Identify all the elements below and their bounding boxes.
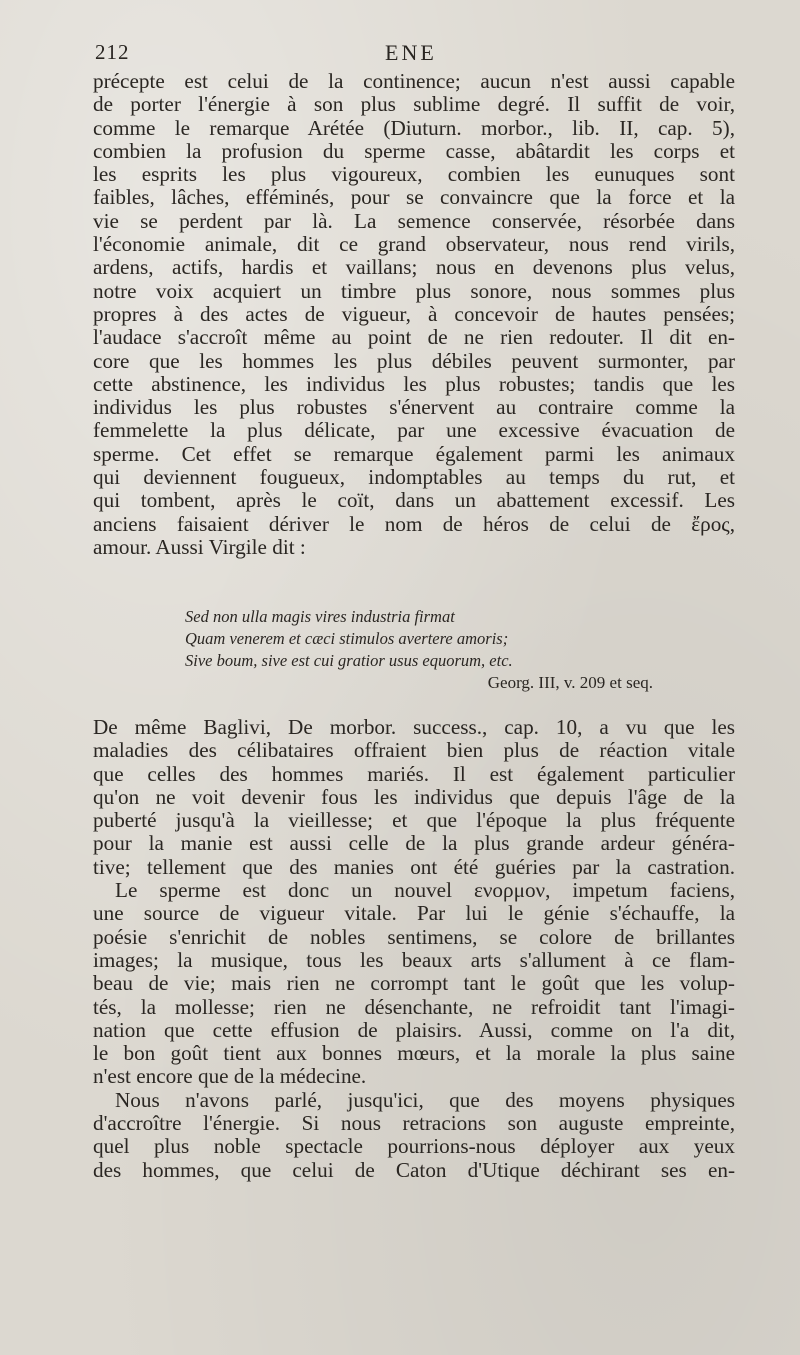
text-line: tive; tellement que des manies ont été guéries par la castration.: [93, 854, 735, 879]
text-line: des hommes, que celui de Caton d'Utique déchirant ses en-: [93, 1157, 735, 1182]
text-line: De même Baglivi, De morbor. success., cap. 10, a vu que les: [93, 715, 735, 739]
quote-reference: Georg. III, v. 209 et seq.: [487, 673, 653, 692]
text-line: vie se perdent par là. La semence conservée, résorbée dans: [93, 208, 735, 233]
text-line: quel plus noble spectacle pourrions-nous déployer aux yeux: [93, 1134, 735, 1159]
text-line: faibles, lâches, efféminés, pour se convaincre que la force et la: [93, 185, 735, 210]
text-line: qui tombent, après le coït, dans un abattement excessif. Les: [93, 488, 735, 513]
quote-line: Quam venerem et cæci stimulos avertere amoris;: [185, 629, 509, 648]
text-line: cette abstinence, les individus les plus robustes; tandis que les: [93, 371, 735, 396]
text-line: qui deviennent fougueux, indomptables au temps du rut, et: [93, 465, 735, 490]
text-line: images; la musique, tous les beaux arts s'allument à ce flam-: [93, 947, 735, 972]
text-line: que celles des hommes mariés. Il est également particulier: [93, 761, 735, 786]
text-line: amour. Aussi Virgile dit :: [93, 534, 306, 559]
text-line: précepte est celui de la continence; aucun n'est aussi capable: [93, 69, 735, 93]
text-line: les esprits les plus vigoureux, combien les eunuques sont: [93, 162, 735, 187]
text-line: l'audace s'accroît même au point de ne rien redouter. Il dit en-: [93, 325, 735, 350]
paragraph-1: [93, 70, 735, 559]
paragraph-3: [93, 879, 735, 1089]
paragraph-4: [93, 1089, 735, 1182]
text-line: une source de vigueur vitale. Par lui le génie s'échauffe, la: [93, 901, 735, 926]
text-line: poésie s'enrichit de nobles sentimens, se colore de brillantes: [93, 924, 735, 949]
text-line: maladies des célibataires offraient bien plus de réaction vitale: [93, 738, 735, 763]
page-number: 212: [95, 40, 130, 64]
text-line: tés, la mollesse; rien ne désenchante, ne refroidit tant l'imagi-: [93, 994, 735, 1019]
text-line: qu'on ne voit devenir fous les individus que depuis l'âge de la: [93, 784, 735, 809]
text-line: sperme. Cet effet se remarque également parmi les animaux: [93, 441, 735, 466]
text-line: core que les hommes les plus débiles peuvent surmonter, par: [93, 348, 735, 373]
text-line: d'accroître l'énergie. Si nous retracions son auguste empreinte,: [93, 1111, 735, 1136]
paragraph-2: [93, 716, 735, 879]
main-text-continued: [93, 716, 735, 1182]
text-line: de porter l'énergie à son plus sublime degré. Il suffit de voir,: [93, 92, 735, 117]
text-line: l'économie animale, dit ce grand observateur, nous rend virils,: [93, 232, 735, 257]
text-line: nation que cette effusion de plaisirs. Aussi, comme on l'a dit,: [93, 1017, 735, 1042]
page-header: [95, 40, 745, 70]
text-line: individus les plus robustes s'énervent au contraire comme la: [93, 395, 735, 420]
latin-quotation: [185, 606, 655, 694]
text-line: propres à des actes de vigueur, à concevoir de hautes pensées;: [93, 301, 735, 326]
text-line: Nous n'avons parlé, jusqu'ici, que des moyens physiques: [115, 1087, 735, 1112]
text-line: notre voix acquiert un timbre plus sonore, nous sommes plus: [93, 278, 735, 303]
text-line: Le sperme est donc un nouvel ενορμον, impetum faciens,: [115, 878, 735, 903]
text-line: femmelette la plus délicate, par une excessive évacuation de: [93, 418, 735, 443]
text-line: ardens, actifs, hardis et vaillans; nous en devenons plus velus,: [93, 255, 735, 280]
text-line: comme le remarque Arétée (Diuturn. morbor., lib. II, cap. 5),: [93, 115, 735, 140]
text-line: puberté jusqu'à la vieillesse; et que l'époque la plus fréquente: [93, 808, 735, 833]
text-line: n'est encore que de la médecine.: [93, 1064, 367, 1089]
quote-line: Sed non ulla magis vires industria firmat: [185, 607, 455, 626]
quote-line: Sive boum, sive est cui gratior usus equorum, etc.: [185, 651, 513, 670]
text-line: pour la manie est aussi celle de la plus grande ardeur généra-: [93, 831, 735, 856]
text-line: beau de vie; mais rien ne corrompt tant le goût que les volup-: [93, 971, 735, 996]
text-line: anciens faisaient dériver le nom de héros de celui de ἔρος,: [93, 511, 735, 536]
running-head: ENE: [385, 40, 437, 65]
text-line: combien la profusion du sperme casse, abâtardit les corps et: [93, 138, 735, 163]
text-line: le bon goût tient aux bonnes mœurs, et la morale la plus saine: [93, 1041, 735, 1066]
